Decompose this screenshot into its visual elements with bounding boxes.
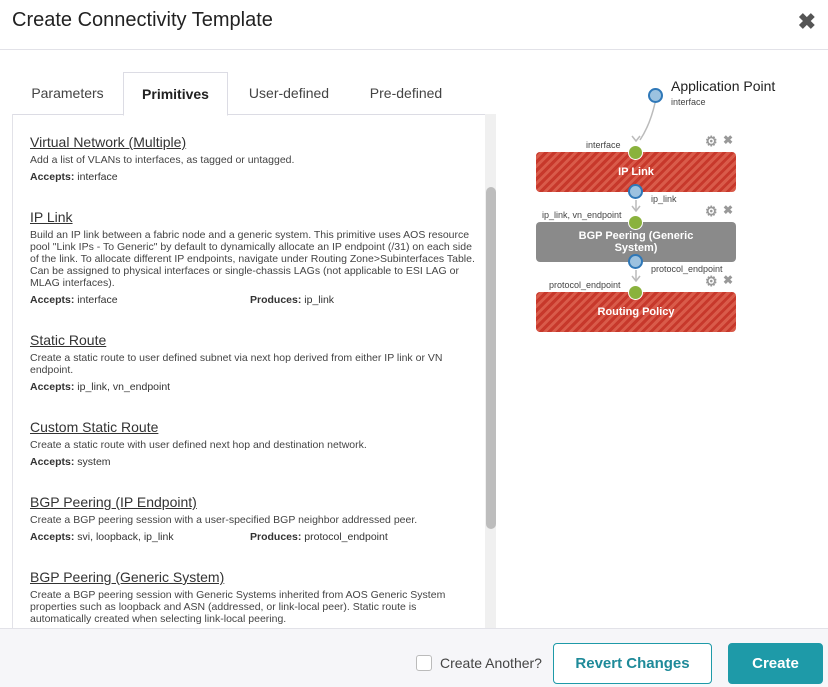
primitive-description: Add a list of VLANs to interfaces, as tagged or untagged. <box>30 154 295 166</box>
port-label: interface <box>586 140 621 150</box>
gear-icon[interactable]: ⚙ <box>705 273 718 289</box>
input-port[interactable] <box>628 215 643 230</box>
application-point-port-label: interface <box>671 97 706 107</box>
application-point-port[interactable] <box>648 88 663 103</box>
accepts-value: interface <box>77 294 118 306</box>
create-another-label[interactable]: Create Another? <box>440 655 542 671</box>
produces-value: protocol_endpoint <box>304 531 388 543</box>
primitive-description: Create a static route with user defined next hop and destination network. <box>30 439 367 451</box>
output-port[interactable] <box>628 184 643 199</box>
close-icon[interactable]: ✖ <box>797 9 816 34</box>
primitive-description: Create a BGP peering session with a user-specified BGP neighbor addressed peer. <box>30 514 418 526</box>
connector-app-to-iplink <box>640 103 655 140</box>
port-label: ip_link <box>651 194 677 204</box>
node-ip-link[interactable]: IP Link <box>536 152 736 192</box>
output-port[interactable] <box>628 254 643 269</box>
produces-value: ip_link <box>304 294 335 306</box>
primitive-description: Create a BGP peering session with Generic Systems inherited from AOS Generic System properties such as loopback and ASN (addressed, or link-local peer). Static route is automatically created when selecting link-local peering. <box>30 589 446 625</box>
primitive-title[interactable]: BGP Peering (IP Endpoint) <box>30 494 197 510</box>
accepts-label: Accepts: <box>30 456 75 468</box>
produces-label: Produces: <box>250 531 302 543</box>
accepts-value: system <box>77 456 111 468</box>
input-port[interactable] <box>628 145 643 160</box>
revert-changes-button[interactable]: Revert Changes <box>553 643 712 684</box>
primitive-title[interactable]: Custom Static Route <box>30 419 159 435</box>
gear-icon[interactable]: ⚙ <box>705 203 718 219</box>
remove-icon[interactable]: ✖ <box>723 203 734 217</box>
create-another-checkbox[interactable] <box>416 655 432 671</box>
accepts-label: Accepts: <box>30 294 75 306</box>
dialog-footer <box>0 628 828 687</box>
tab-parameters[interactable]: Parameters <box>31 85 104 101</box>
accepts-label: Accepts: <box>30 531 75 543</box>
primitive-title[interactable]: BGP Peering (Generic System) <box>30 569 225 585</box>
accepts-value: ip_link, vn_endpoint <box>77 381 171 393</box>
remove-icon[interactable]: ✖ <box>723 133 734 147</box>
primitive-description: Build an IP link between a fabric node and a generic system. This primitive uses AOS resource pool "Link IPs - To Generic" by default to dynamically allocate an IP endpoint (/31) on each side of the link. To allocate different IP endpoints, navigate under Routing Zone>Subinterfaces Table. Can be assigned to physical interfaces or single-chassis LAGs (not applicable to ESI LAG or MLAG interfaces). <box>30 229 475 289</box>
dialog-title: Create Connectivity Template <box>12 9 273 31</box>
gear-icon[interactable]: ⚙ <box>705 133 718 149</box>
remove-icon[interactable]: ✖ <box>723 273 734 287</box>
port-label: ip_link, vn_endpoint <box>542 210 622 220</box>
tab-user-defined[interactable]: User-defined <box>248 85 330 101</box>
primitive-title[interactable]: IP Link <box>30 209 73 225</box>
tab-pre-defined[interactable]: Pre-defined <box>369 85 443 101</box>
input-port[interactable] <box>628 285 643 300</box>
port-label: protocol_endpoint <box>549 280 621 290</box>
accepts-value: svi, loopback, ip_link <box>77 531 174 543</box>
primitive-description: Create a static route to user defined subnet via next hop derived from either IP link or VN endpoint. <box>30 352 443 376</box>
tab-primitives[interactable]: Primitives <box>123 72 228 116</box>
node-routing-policy[interactable]: Routing Policy <box>536 292 736 332</box>
accepts-value: interface <box>77 171 118 183</box>
port-label: protocol_endpoint <box>651 264 723 274</box>
produces-label: Produces: <box>250 294 302 306</box>
accepts-label: Accepts: <box>30 381 75 393</box>
primitive-title[interactable]: Virtual Network (Multiple) <box>30 134 187 150</box>
primitive-title[interactable]: Static Route <box>30 332 107 348</box>
node-bgp-peering[interactable]: BGP Peering (Generic System) <box>536 222 736 262</box>
application-point-title: Application Point <box>671 78 776 94</box>
accepts-label: Accepts: <box>30 171 75 183</box>
create-button[interactable]: Create <box>728 643 823 684</box>
